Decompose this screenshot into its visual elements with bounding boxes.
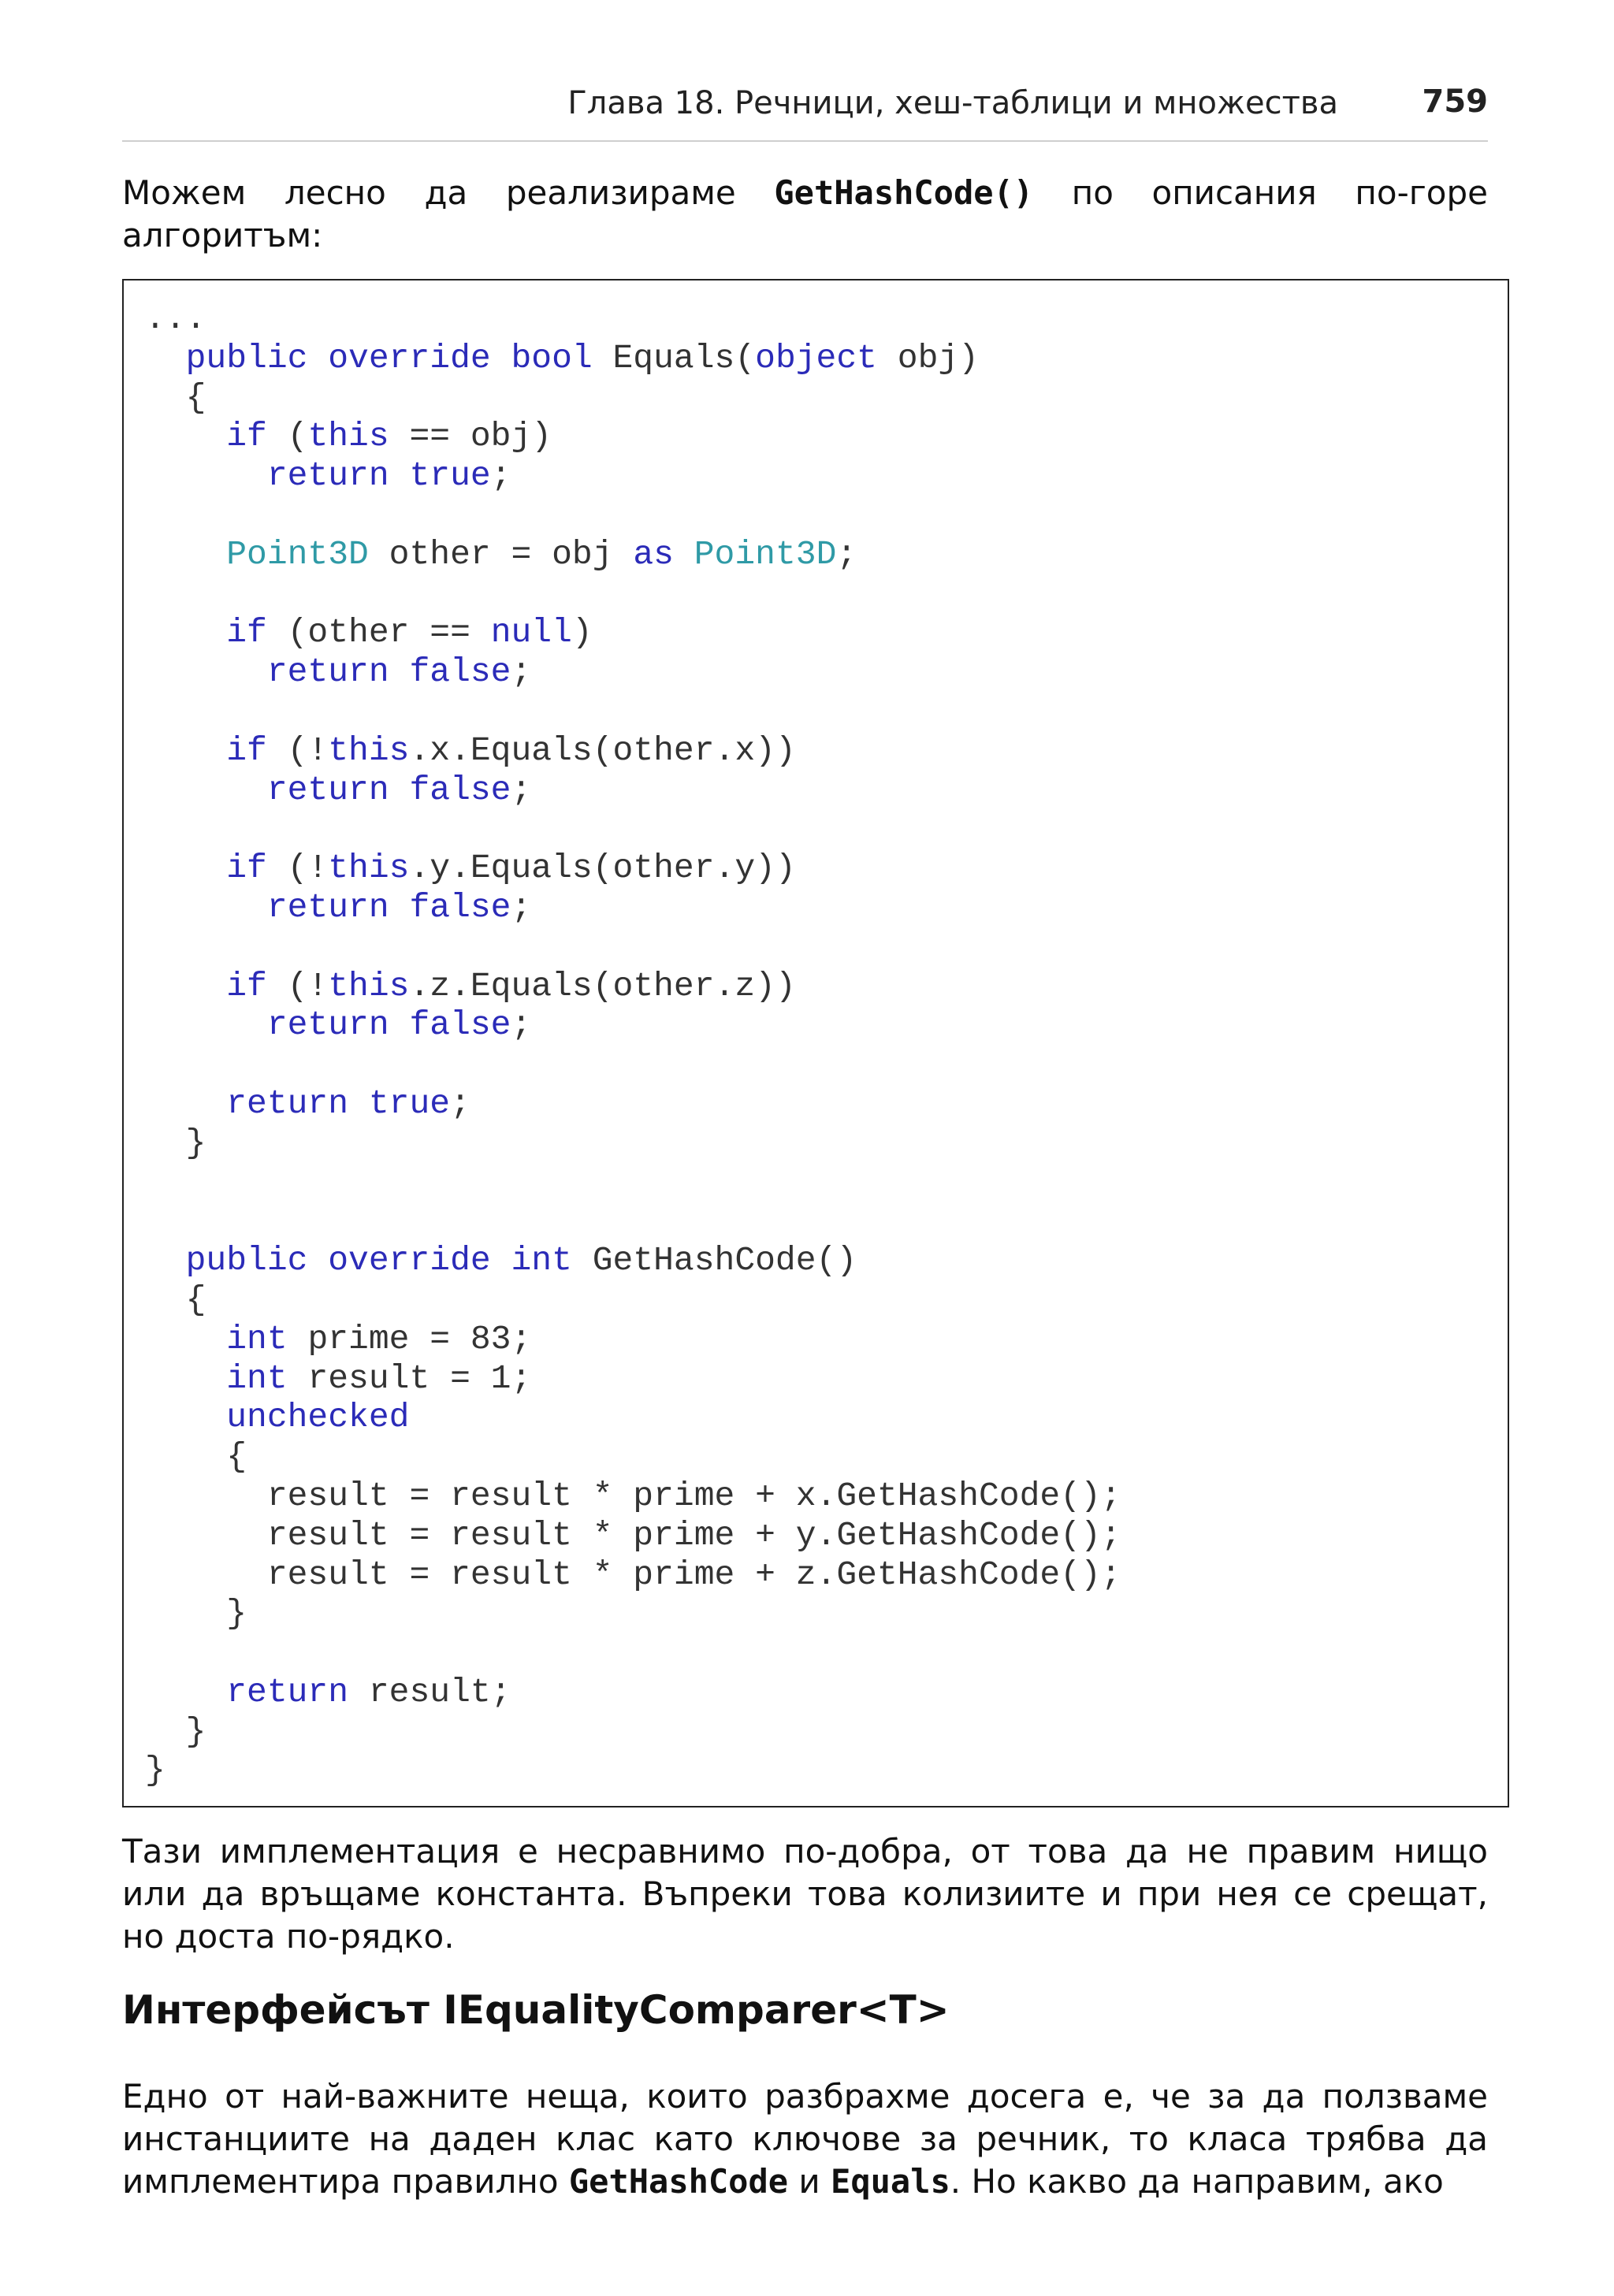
code-text: prime = 83; [287, 1319, 532, 1358]
code-text: result = result * prime + z.GetHashCode(); [145, 1555, 1121, 1594]
code-text [145, 339, 186, 377]
code-text [145, 613, 226, 652]
code-line [145, 1241, 1121, 1280]
code-keyword: int [226, 1358, 288, 1398]
code-line [145, 299, 1121, 339]
code-text [145, 417, 226, 455]
code-text [145, 456, 267, 495]
intro-line-2: алгоритъм: [122, 216, 323, 254]
code-text: .y.Equals(other.y)) [409, 849, 796, 888]
code-type: Point3D [226, 534, 369, 574]
code-text: ; [511, 652, 532, 692]
code-text: obj) [876, 338, 979, 377]
code-line [145, 496, 1121, 535]
code-text: (! [266, 730, 329, 770]
code-text: ; [836, 534, 857, 574]
code-keyword: return false [266, 1005, 511, 1045]
code-line [145, 1045, 1121, 1084]
paragraph-text: и [788, 2162, 831, 2201]
code-text [145, 731, 226, 770]
intro-line-1 [122, 172, 1488, 214]
code-line [145, 1712, 1121, 1752]
code-text: .x.Equals(other.x)) [409, 730, 796, 770]
page-header [122, 79, 1488, 142]
code-line [145, 1555, 1121, 1595]
code-text [145, 967, 226, 1005]
intro-word: по-горе [1355, 173, 1488, 212]
code-line [145, 339, 1121, 378]
code-keyword: return true [226, 1083, 451, 1123]
code-text: GetHashCode() [571, 1241, 857, 1280]
code-keyword: if [226, 613, 267, 652]
inline-code: Equals [831, 2162, 950, 2201]
intro-word: описания [1151, 173, 1317, 212]
page-number: 759 [1422, 84, 1488, 120]
code-text: ( [266, 417, 308, 456]
section-heading: Интерфейсът IEqualityComparer<T> [122, 1987, 950, 2033]
code-line [145, 1633, 1121, 1673]
code-line [145, 1163, 1121, 1202]
code-line [145, 1673, 1121, 1712]
code-line [145, 417, 1121, 456]
code-text [145, 1084, 226, 1123]
code-text [145, 535, 226, 574]
code-keyword: return false [266, 770, 511, 809]
code-line [145, 967, 1121, 1006]
after-code-paragraph: Тази имплементация е несравнимо по-добра, от това да не правим нищо или да връщаме константа. Въпреки това колизиите и при нея се срещат, но доста по-рядко. [122, 1832, 1488, 1956]
code-text [145, 1241, 186, 1280]
code-keyword: return [226, 1672, 349, 1711]
code-text [145, 1359, 226, 1398]
code-text [145, 849, 226, 887]
code-keyword: public override bool [185, 338, 593, 377]
paragraph-text: . Но какво да направим, ако [950, 2162, 1444, 2201]
code-text: ; [450, 1083, 470, 1123]
code-text: (! [266, 849, 329, 888]
code-line [145, 1280, 1121, 1320]
code-text: other = obj [368, 534, 634, 574]
code-keyword: null [490, 613, 572, 652]
code-keyword: this [307, 417, 389, 456]
code-text: { [145, 1280, 206, 1319]
code-line [145, 1084, 1121, 1124]
code-line [145, 1202, 1121, 1241]
code-line [145, 849, 1121, 888]
code-line [145, 1124, 1121, 1163]
code-keyword: return false [266, 652, 511, 692]
code-text [145, 1320, 226, 1358]
code-line [145, 771, 1121, 810]
inline-code: GetHashCode [568, 2162, 789, 2201]
code-keyword: if [226, 849, 267, 888]
code-text: ; [511, 1005, 532, 1045]
code-keyword: if [226, 730, 267, 770]
code-line [145, 888, 1121, 927]
code-text: (! [266, 966, 329, 1005]
code-line [145, 456, 1121, 496]
intro-word: да [424, 173, 468, 212]
code-line [145, 378, 1121, 418]
code-keyword: if [226, 417, 267, 456]
code-text: == obj) [389, 417, 552, 456]
code-keyword: this [328, 849, 410, 888]
code-text: result = result * prime + y.GetHashCode(); [145, 1515, 1121, 1555]
code-text [674, 535, 694, 574]
code-text: result; [348, 1672, 511, 1711]
body-paragraph [122, 2075, 1488, 2203]
code-text: ; [490, 456, 511, 496]
code-keyword: if [226, 966, 267, 1005]
code-text: } [145, 1594, 247, 1633]
chapter-title: Глава 18. Речници, хеш-таблици и множества [567, 85, 1338, 121]
code-line [145, 1320, 1121, 1359]
code-text: } [145, 1711, 206, 1751]
paragraph-text: Едно от най-важните неща, които разбрахме досега е, че за да ползваме инстанциите на даден клас като ключове за речник, то класа трябва да имплементира правилно [122, 2077, 1488, 2201]
code-keyword: object [755, 338, 877, 377]
code-keyword: return true [266, 456, 491, 496]
code-line [145, 809, 1121, 849]
code-block [145, 299, 1121, 1790]
code-text: ... [145, 299, 206, 338]
code-text: (other == [266, 613, 491, 652]
code-keyword: int [226, 1319, 288, 1358]
code-text: } [145, 1751, 165, 1790]
code-text: Equals( [592, 338, 756, 377]
code-line [145, 1398, 1121, 1437]
code-text [145, 1005, 267, 1044]
code-line [145, 927, 1121, 967]
code-text: result = 1; [287, 1358, 532, 1398]
code-type: Point3D [694, 534, 837, 574]
code-keyword: public override int [185, 1241, 572, 1280]
code-text: ; [511, 770, 532, 809]
code-text [145, 652, 267, 691]
code-line [145, 613, 1121, 652]
code-line [145, 1477, 1121, 1516]
code-line [145, 731, 1121, 771]
code-keyword: this [328, 966, 410, 1005]
code-line [145, 692, 1121, 731]
intro-word: лесно [284, 173, 386, 212]
code-line [145, 1516, 1121, 1555]
code-text: .z.Equals(other.z)) [409, 966, 796, 1005]
code-text: { [145, 377, 206, 417]
intro-paragraph [122, 172, 1488, 257]
code-line [145, 1437, 1121, 1477]
code-text [145, 1673, 226, 1711]
code-text: { [145, 1437, 247, 1477]
code-keyword: return false [266, 887, 511, 927]
inline-code: GetHashCode() [774, 173, 1034, 212]
code-line [145, 1005, 1121, 1045]
intro-word: Можем [122, 173, 247, 212]
code-text: result = result * prime + x.GetHashCode(); [145, 1476, 1121, 1515]
code-text: ; [511, 887, 532, 927]
code-listing [122, 279, 1509, 1807]
intro-word: реализираме [505, 173, 736, 212]
code-line [145, 1359, 1121, 1399]
code-line [145, 574, 1121, 614]
code-keyword: as [633, 534, 674, 574]
code-line [145, 535, 1121, 574]
code-keyword: this [328, 730, 410, 770]
code-text: } [145, 1123, 206, 1162]
code-line [145, 1594, 1121, 1633]
code-text [145, 1398, 226, 1436]
code-line [145, 1751, 1121, 1790]
code-line [145, 652, 1121, 692]
code-text: ) [571, 613, 593, 652]
intro-word: по [1071, 173, 1114, 212]
code-text [145, 771, 267, 809]
code-text [145, 888, 267, 927]
code-keyword: unchecked [226, 1398, 410, 1437]
